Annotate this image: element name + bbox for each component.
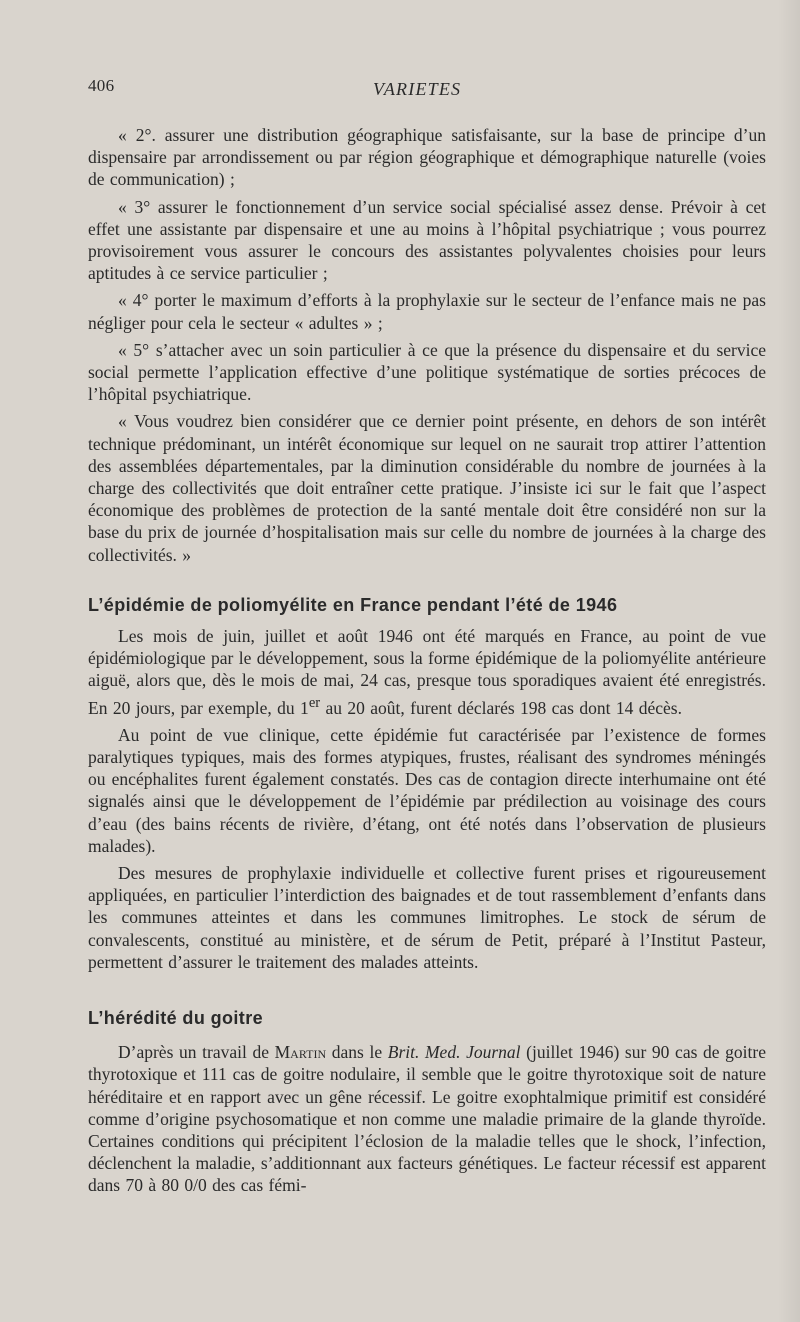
paragraph-point-2: « 2°. assurer une distribution géographique satisfaisante, sur la base de principe d’un dispensaire par arrondissement ou par région géographique et démographique naturelle (voies de communication) ; <box>88 125 766 190</box>
running-head <box>88 76 768 104</box>
paragraph-point-5: « 5° s’attacher avec un soin particulier à ce que la présence du dispensaire et du service social permette l’application effective d’une politique systématique de sorties précoces de l’hôpital psychiatrique. <box>88 339 766 405</box>
polio-text-part-2: au 20 août, furent déclarés 198 cas dont 14 décès. <box>320 697 682 718</box>
goitre-text-rest: (juillet 1946) sur 90 cas de goitre thyrotoxique et 111 cas de goitre nodulaire, il semble que le goitre thyrotoxique soit de nature héréditaire et en rapport avec un gêne récessif. Le goitre exophtalmique primitif est considéré comme d’origine psychosomatique et non comme une maladie primaire de la glande thyroïde. Certaines conditions qui précipitent l’éclosion de la maladie telles que le shock, l’infection, déclenchent la maladie, s’additionnant aux facteurs génétiques. Le facteur récessif est apparent dans 70 à 80 0/0 des cas fémi- <box>88 1042 766 1196</box>
page-edge-shadow <box>778 0 800 1322</box>
paragraph-polio-clinical: Au point de vue clinique, cette épidémie fut caractérisée par l’existence de formes paralytiques typiques, mais des formes atypiques, frustes, réalisant des syndromes méningés ou encéphalites furent également constatés. Des cas de contagion directe interhumaine ont été signalés ainsi que le développement de l’épidémie par prédilection au voisinage des cours d’eau (des bains récents de rivière, d’étang, ont été notés dans l’observation de plusieurs malades). <box>88 724 766 856</box>
page-number: 406 <box>88 76 115 95</box>
polio-superscript: er <box>308 694 321 711</box>
paragraph-polio-prophylaxis: Des mesures de prophylaxie individuelle et collective furent prises et rigoureusement appliquées, en particulier l’interdiction des baignades et de tout rassemblement d’enfants dans les communes atteintes et dans les communes limitrophes. Le stock de sérum de convalescents, constitué au ministère, et de sérum de Petit, préparé à l’Institut Pasteur, permettent d’assurer le traitement des malades atteints. <box>88 862 766 972</box>
author-name: Martin <box>274 1042 327 1063</box>
journal-title: Brit. Med. Journal <box>387 1042 521 1063</box>
running-title: VARIETES <box>373 79 462 99</box>
polio-text-part-1: Les mois de juin, juillet et août 1946 ont été marqués en France, au point de vue épidémiologique par le développement, sous la forme épidémique de la poliomyélite antérieure aiguë, alors que, dès le mois de mai, 24 cas, presque tous sporadiques avaient été enregistrés. En 20 jours, par exemple, du 1 <box>88 626 766 718</box>
paragraph-polio-epidemiology <box>88 625 766 719</box>
goitre-text-lead: D’après un travail de <box>118 1042 275 1063</box>
paragraph-goitre-heredity <box>88 1041 766 1196</box>
goitre-text-mid: dans le <box>326 1042 388 1063</box>
paragraph-point-3: « 3° assurer le fonctionnement d’un service social spécialisé assez dense. Prévoir à cet effet une assistante par dispensaire et une au moins à l’hôpital psychiatrique ; vous pourrez provisoirement vous assurer le concours des assistantes polyvalentes choisies pour leurs aptitudes à ce service particulier ; <box>88 196 766 284</box>
text-body <box>88 124 766 1202</box>
section-heading-goitre: L’hérédité du goitre <box>88 1007 264 1028</box>
paragraph-economic-note: « Vous voudrez bien considérer que ce dernier point présente, en dehors de son intérêt technique prédominant, un intérêt économique sur lequel on ne saurait trop attirer l’attention des assemblées départementales, par la diminution considérable du nombre de journées à la charge des collectivités que doit entraîner cette pratique. J’insiste ici sur le fait que l’aspect économique des problèmes de protection de la santé mentale doit être considéré non sur la base du prix de journée d’hospitalisation mais sur celle du nombre de journées à la charge des collectivités. » <box>88 411 766 565</box>
section-heading-poliomyelitis: L’épidémie de poliomyélite en France pendant l’été de 1946 <box>88 594 618 615</box>
paragraph-point-4: « 4° porter le maximum d’efforts à la prophylaxie sur le secteur de l’enfance mais ne pas négliger pour cela le secteur « adultes » ; <box>88 290 766 333</box>
